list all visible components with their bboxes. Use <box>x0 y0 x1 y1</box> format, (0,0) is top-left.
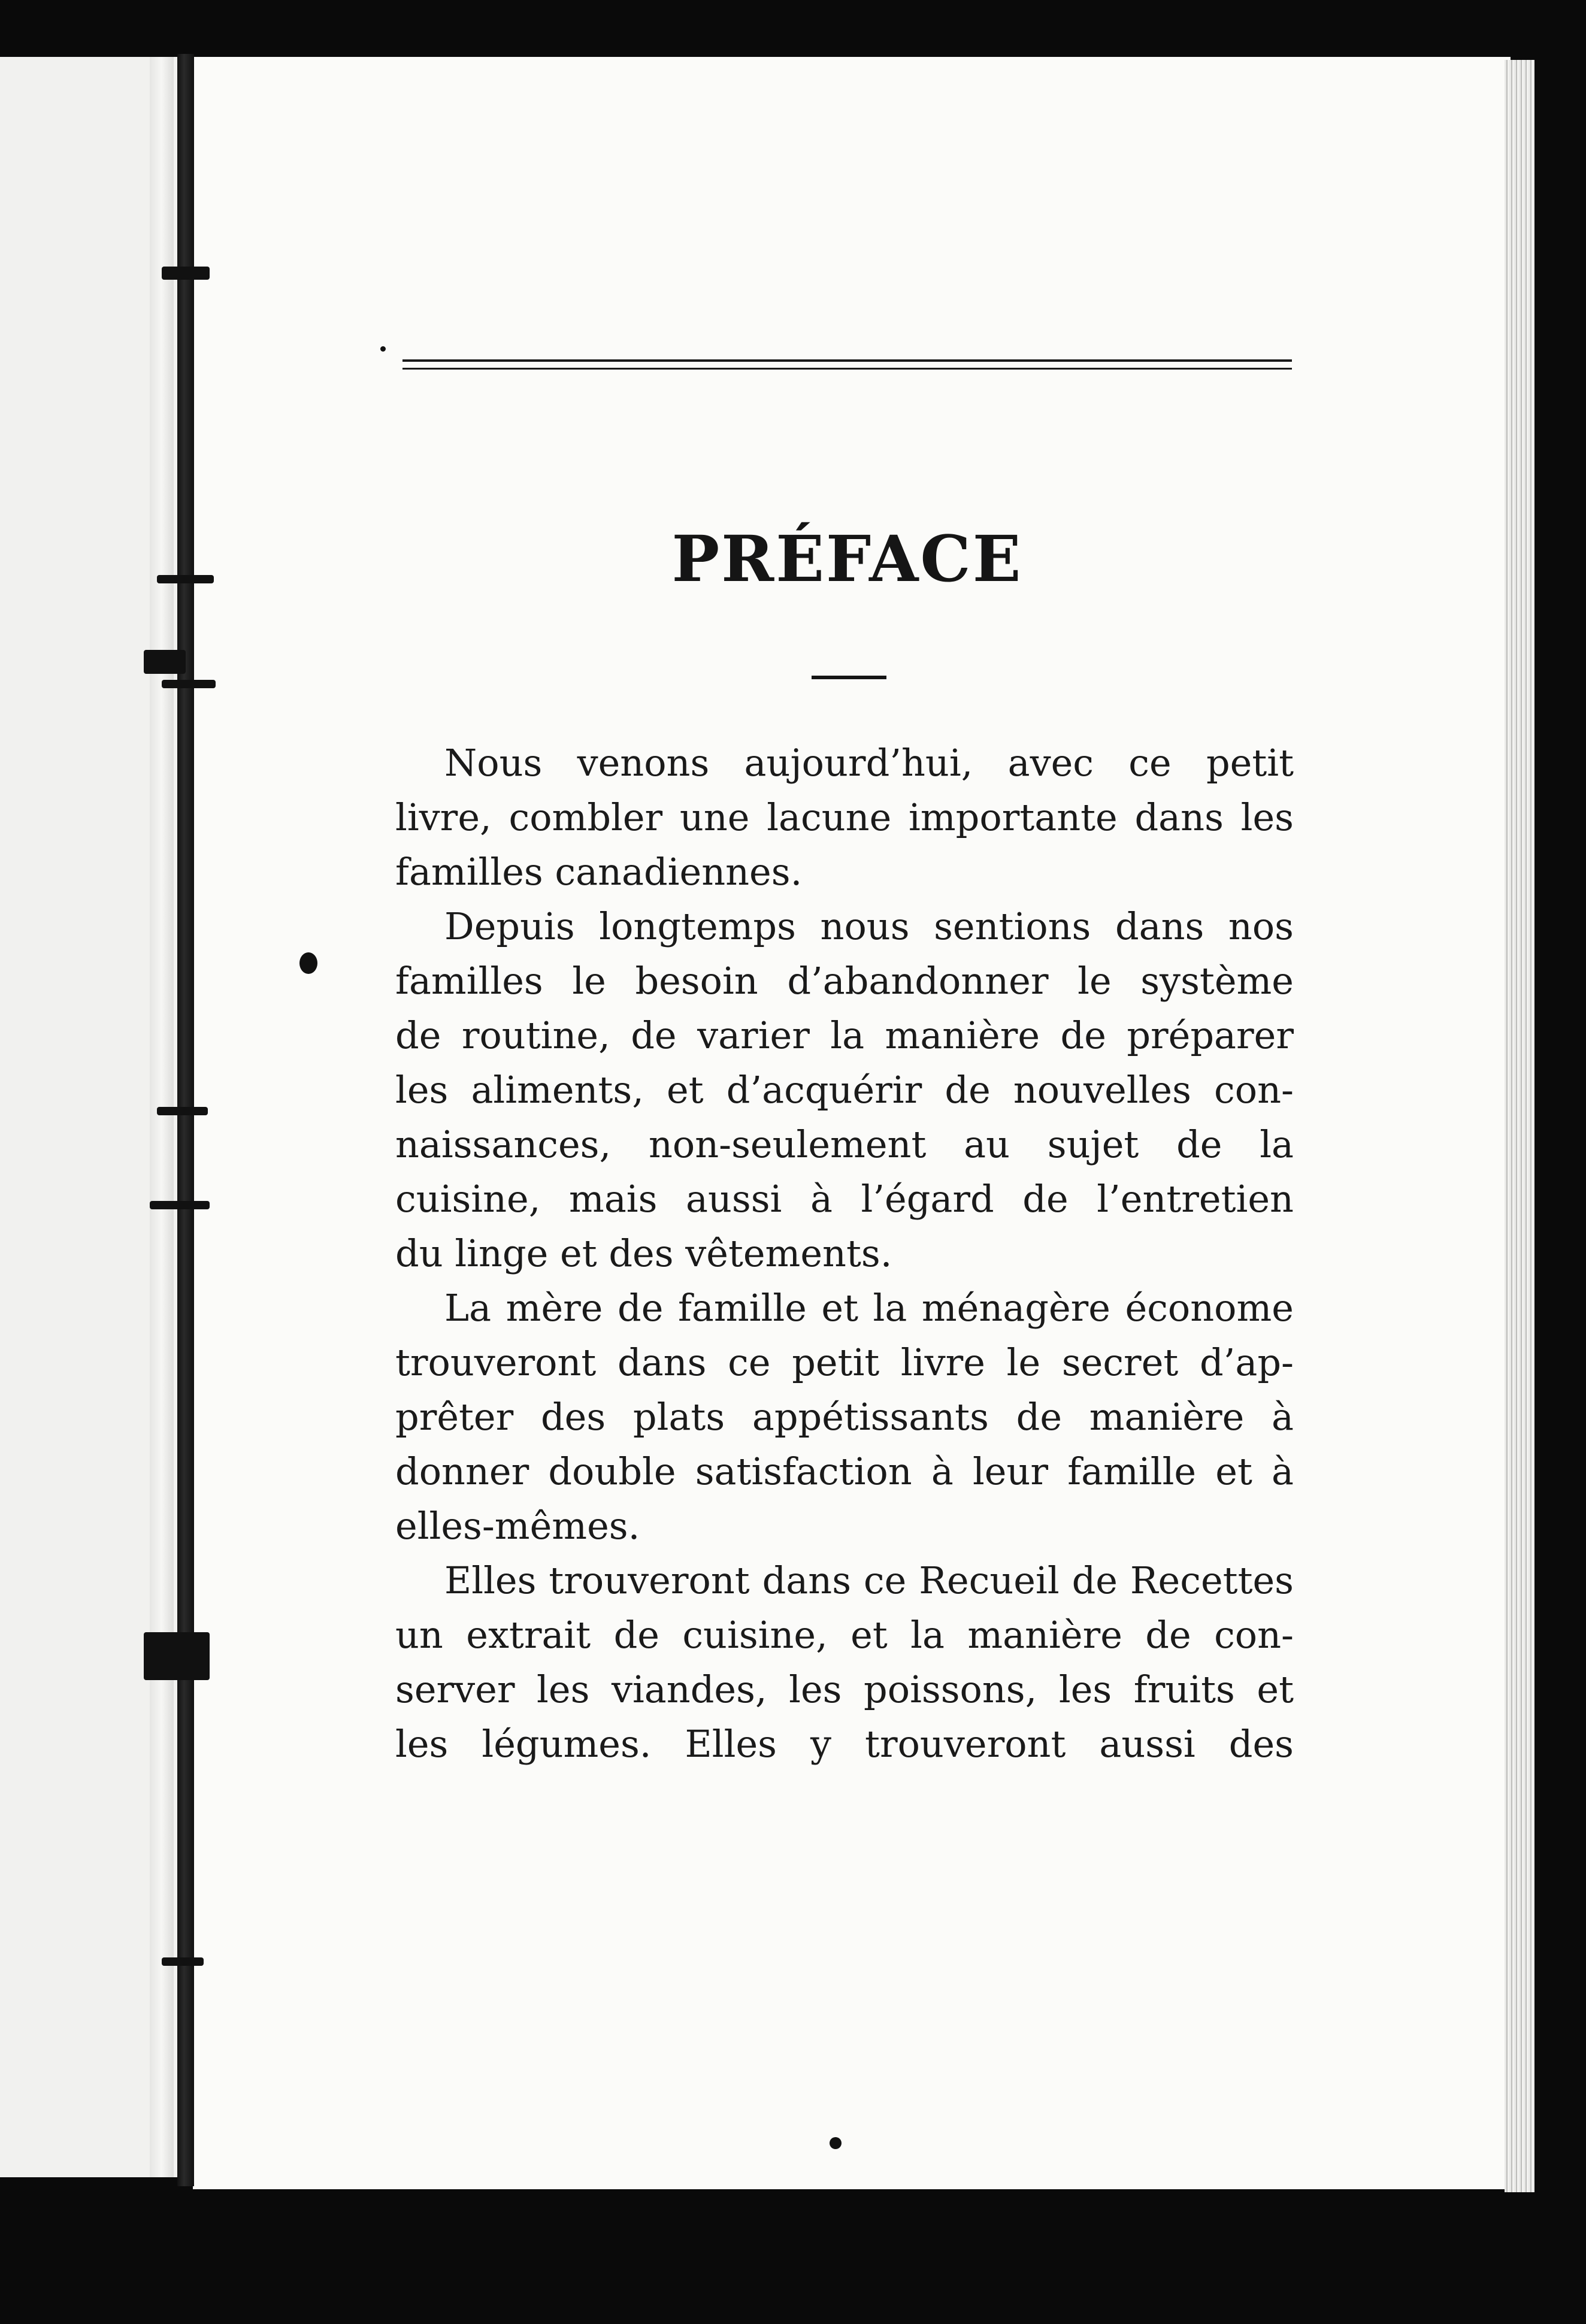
text-line: naissances, non-seulement au sujet de la <box>395 1122 1294 1166</box>
ink-speck <box>380 346 386 352</box>
ink-speck <box>830 2137 842 2149</box>
stitch-mark <box>150 1201 210 1209</box>
stitch-mark <box>157 1107 208 1115</box>
page-block-edges <box>1505 60 1534 2192</box>
ink-blot <box>299 952 317 974</box>
text-line: les légumes. Elles y trouveront aussi des <box>395 1722 1294 1766</box>
paragraph <box>395 1281 1294 1553</box>
text-line: server les viandes, les poissons, les fruits et <box>395 1668 1294 1711</box>
text-line: de routine, de varier la manière de préparer <box>395 1013 1294 1057</box>
text-line: du linge et des vêtements. <box>395 1231 892 1275</box>
text-line: La mère de famille et la ménagère économe <box>444 1286 1294 1330</box>
text-line: donner double satisfaction à leur famille et à <box>395 1450 1294 1493</box>
stitch-mark <box>157 575 214 583</box>
text-line: familles le besoin d’abandonner le système <box>395 959 1294 1003</box>
facing-page-fold <box>150 57 174 2177</box>
text-line: familles canadiennes. <box>395 850 803 894</box>
text-line: les aliments, et d’acquérir de nouvelles con- <box>395 1068 1294 1112</box>
stitch-mark <box>162 680 216 688</box>
stitch-mark <box>162 267 210 280</box>
binding-thread <box>177 54 194 2186</box>
text-line: Depuis longtemps nous sentions dans nos <box>444 904 1294 948</box>
paragraph <box>395 899 1294 1281</box>
stitch-mark <box>144 650 186 674</box>
text-line: un extrait de cuisine, et la manière de con- <box>395 1613 1294 1657</box>
page-title: PRÉFACE <box>671 521 1023 596</box>
text-line: Nous venons aujourd’hui, avec ce petit <box>444 741 1294 785</box>
text-line: cuisine, mais aussi à l’égard de l’entretien <box>395 1177 1294 1221</box>
paragraph <box>395 736 1294 899</box>
text-line: elles-mêmes. <box>395 1504 640 1548</box>
text-line: livre, combler une lacune importante dans les <box>395 795 1294 839</box>
text-line: Elles trouveront dans ce Recueil de Recettes <box>444 1559 1294 1602</box>
title-divider <box>812 676 886 679</box>
paragraph <box>395 1553 1294 1771</box>
stitch-mark <box>162 1957 204 1966</box>
preface-text <box>395 736 1294 1771</box>
header-rule <box>402 368 1292 370</box>
text-line: trouveront dans ce petit livre le secret d’ap- <box>395 1340 1294 1384</box>
text-line: prêter des plats appétissants de manière à <box>395 1395 1294 1439</box>
stitch-mark <box>144 1632 210 1680</box>
header-rule <box>402 359 1292 362</box>
